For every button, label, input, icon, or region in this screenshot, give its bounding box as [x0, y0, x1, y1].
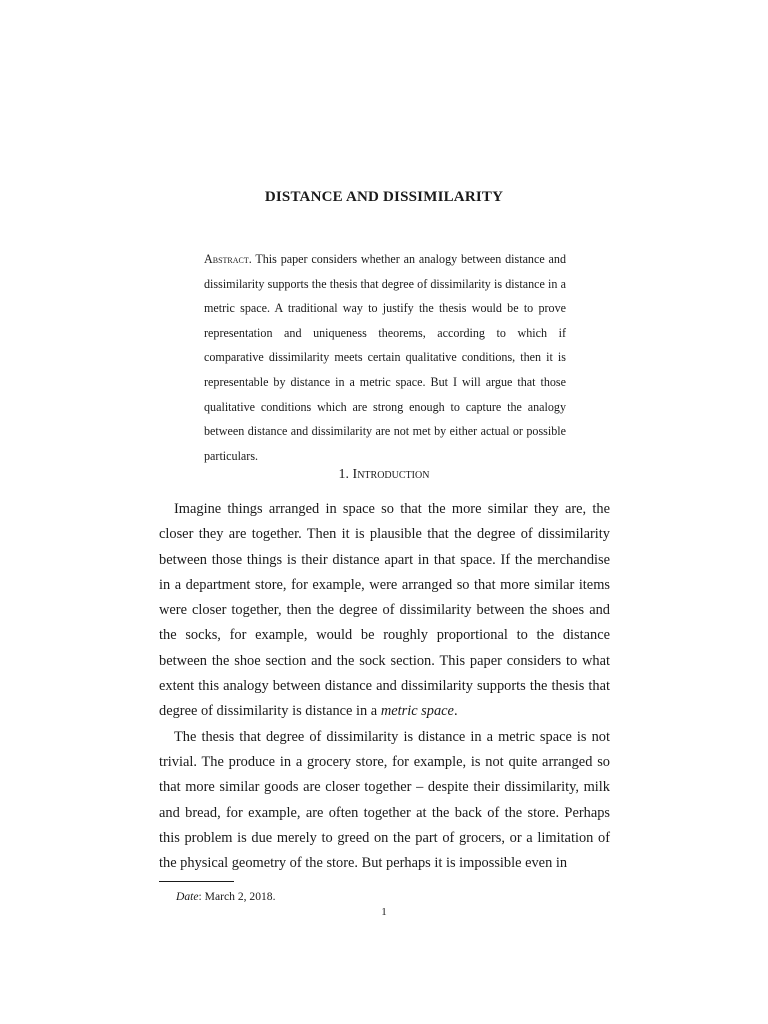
abstract: [204, 247, 566, 468]
footnote-rule: [159, 881, 234, 882]
paragraph-1: [159, 497, 610, 725]
section-title: Introduction: [352, 467, 430, 482]
footnote-label: Date: [176, 890, 199, 903]
abstract-label: Abstract.: [204, 252, 252, 266]
paragraph-2: The thesis that degree of dissimilarity is distance in a metric space is not trivial. The produce in a grocery store, for example, is not quite arranged so that more similar goods are closer together – despite their dissimilarity, milk and bread, for example, are often together at the back of the store. Perhaps this problem is due merely to greed on the part of grocers, or a limitation of the physical geometry of the store. But perhaps it is impossible even in: [159, 728, 610, 872]
paragraph-1-text: Imagine things arranged in space so that the more similar they are, the closer they are together. Then it is plausible that the degree of dissimilarity between those things is their distance apart in that space. If the merchandise in a department store, for example, were arranged so that more similar items were closer together, then the degree of dissimilarity between the shoes and the socks, for example, would be roughly proportional to the distance between the shoe section and the sock section. This paper considers to what extent this analogy between distance and dissimilarity supports the thesis that degree of dissimilarity is distance in a: [159, 501, 610, 720]
abstract-text: This paper considers whether an analogy between distance and dissimilarity supports the thesis that degree of dissimilarity is distance in a metric space. A traditional way to justify the thesis would be to prove representation and uniqueness theorems, according to which if comparative dissimilarity meets certain qualitative conditions, then it is representable by distance in a metric space. But I will argue that those qualitative conditions which are strong enough to capture the analogy between distance and dissimilarity are not met by either actual or possible particulars.: [204, 252, 566, 463]
section-heading: [0, 467, 768, 483]
footnote: [176, 890, 276, 903]
footnote-text: : March 2, 2018.: [198, 890, 276, 903]
page-number: 1: [381, 906, 387, 918]
paragraph-1-end: .: [453, 703, 458, 720]
paragraph-1-emphasis: metric space: [380, 703, 454, 720]
paper-title: DISTANCE AND DISSIMILARITY: [264, 189, 504, 205]
section-number: 1.: [338, 467, 350, 482]
body-text: [159, 497, 610, 876]
